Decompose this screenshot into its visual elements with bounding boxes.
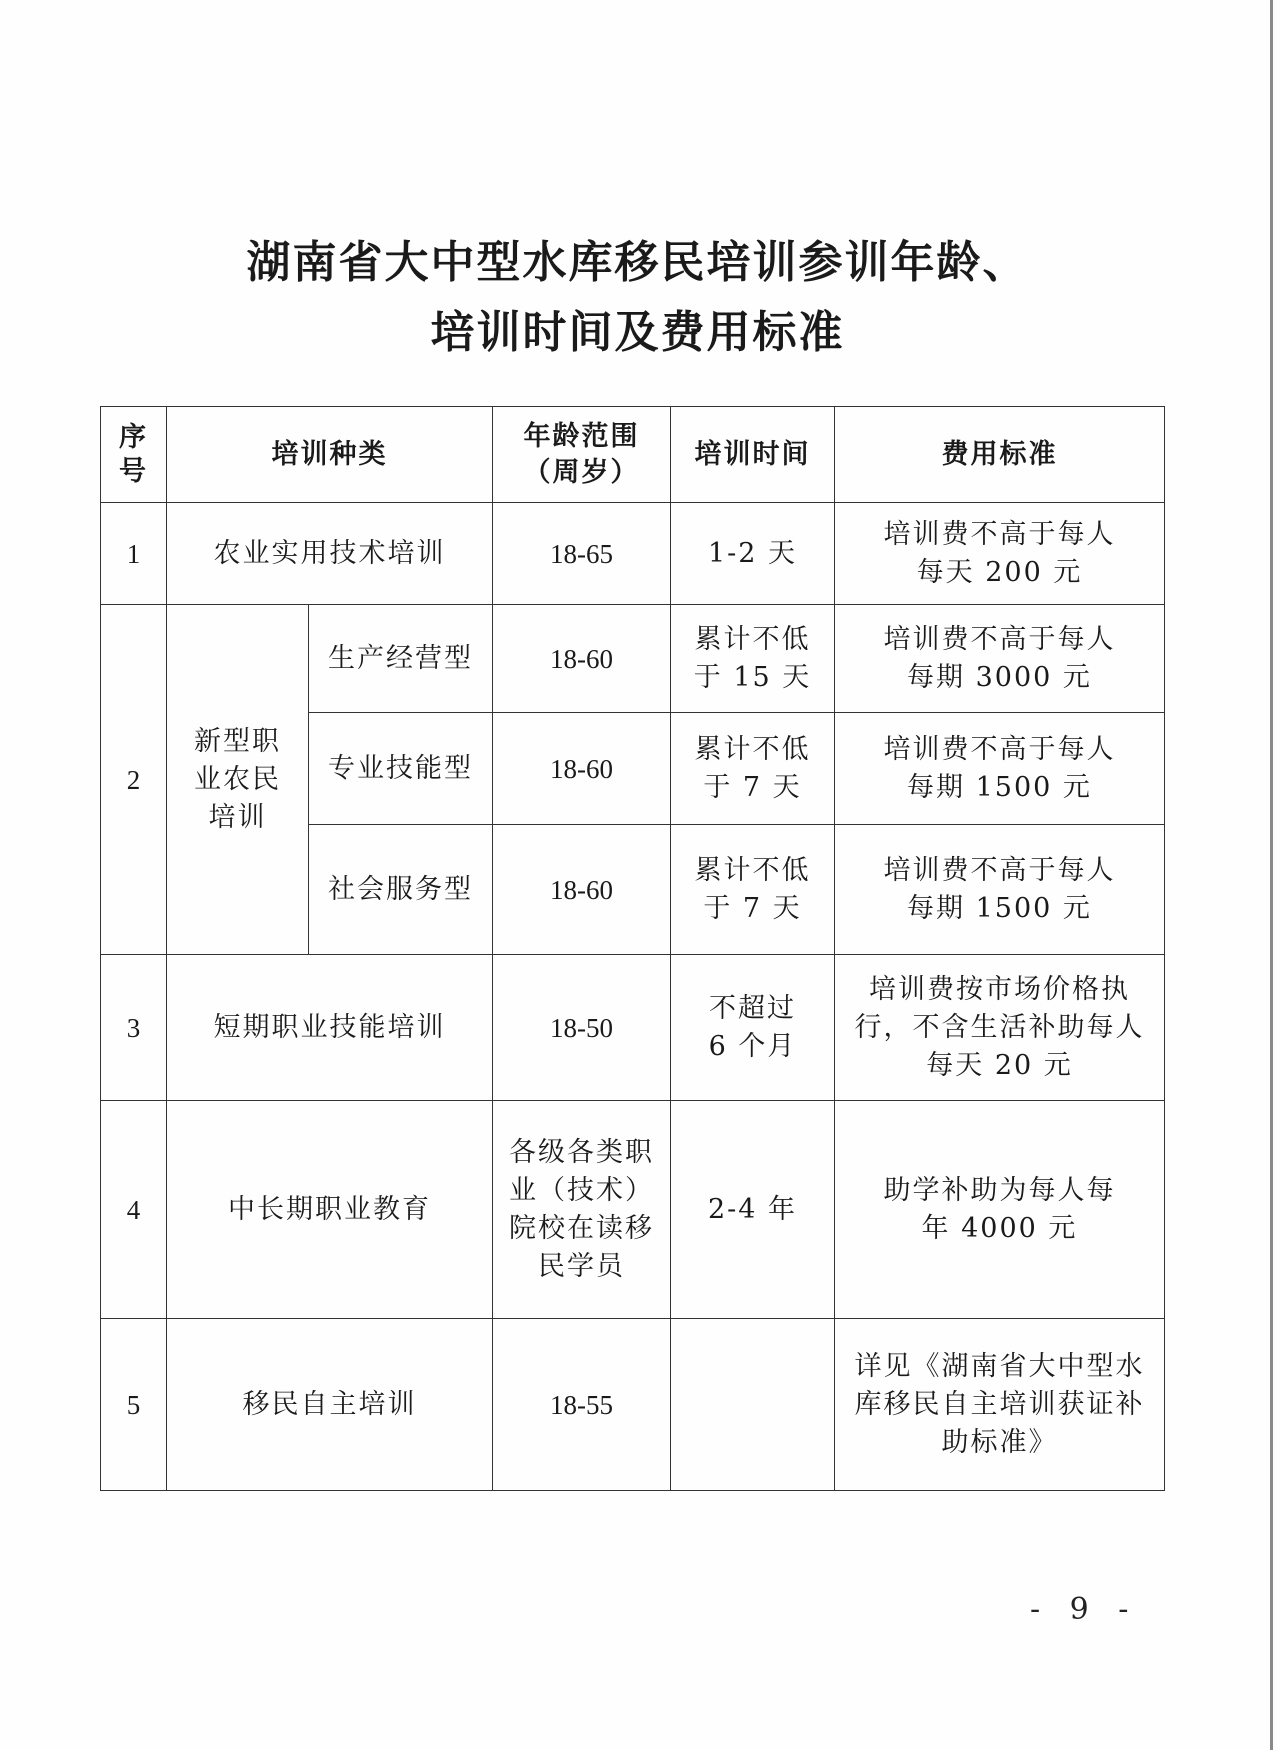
cell-age: 18-60 (493, 825, 671, 955)
header-fee: 费用标准 (835, 407, 1165, 503)
cell-age: 18-60 (493, 713, 671, 825)
header-time: 培训时间 (671, 407, 835, 503)
cell-seq: 1 (101, 503, 167, 605)
cell-fee: 培训费按市场价格执行，不含生活补助每人每天 20 元 (835, 955, 1165, 1101)
cell-time: 累计不低于 7 天 (671, 825, 835, 955)
fee-standard-table (100, 406, 1165, 1491)
cell-fee: 详见《湖南省大中型水库移民自主培训获证补助标准》 (835, 1319, 1165, 1491)
cell-subcategory: 社会服务型 (309, 825, 493, 955)
cell-age: 各级各类职业（技术）院校在读移民学员 (493, 1101, 671, 1319)
page-title-line1: 湖南省大中型水库移民培训参训年龄、 (246, 237, 1029, 288)
cell-category: 农业实用技术培训 (167, 503, 493, 605)
cell-time: 累计不低于 7 天 (671, 713, 835, 825)
table-header-row (101, 407, 1165, 503)
cell-seq: 5 (101, 1319, 167, 1491)
page-title-line2: 培训时间及费用标准 (430, 307, 845, 358)
cell-subcategory: 专业技能型 (309, 713, 493, 825)
cell-fee: 培训费不高于每人每期 3000 元 (835, 605, 1165, 713)
cell-fee: 培训费不高于每人每天 200 元 (835, 503, 1165, 605)
cell-age: 18-65 (493, 503, 671, 605)
cell-subcategory: 生产经营型 (309, 605, 493, 713)
table-row (101, 1101, 1165, 1319)
cell-age: 18-50 (493, 955, 671, 1101)
table-row (101, 605, 1165, 713)
cell-time (671, 1319, 835, 1491)
cell-category: 新型职业农民培训 (167, 605, 309, 955)
cell-category: 短期职业技能培训 (167, 955, 493, 1101)
cell-fee: 培训费不高于每人每期 1500 元 (835, 713, 1165, 825)
cell-fee: 培训费不高于每人每期 1500 元 (835, 825, 1165, 955)
cell-seq: 2 (101, 605, 167, 955)
cell-fee: 助学补助为每人每年 4000 元 (835, 1101, 1165, 1319)
header-age: 年龄范围（周岁） (493, 407, 671, 503)
cell-time: 累计不低于 15 天 (671, 605, 835, 713)
cell-category: 中长期职业教育 (167, 1101, 493, 1319)
table-row (101, 955, 1165, 1101)
cell-time: 1-2 天 (671, 503, 835, 605)
cell-age: 18-55 (493, 1319, 671, 1491)
cell-age: 18-60 (493, 605, 671, 713)
cell-seq: 4 (101, 1101, 167, 1319)
header-seq: 序号 (101, 407, 167, 503)
header-category: 培训种类 (167, 407, 493, 503)
cell-seq: 3 (101, 955, 167, 1101)
cell-category: 移民自主培训 (167, 1319, 493, 1491)
cell-time: 2-4 年 (671, 1101, 835, 1319)
cell-time: 不超过6 个月 (671, 955, 835, 1101)
table-row (101, 1319, 1165, 1491)
table-row (101, 503, 1165, 605)
page-number: - 9 - (1030, 1592, 1139, 1627)
